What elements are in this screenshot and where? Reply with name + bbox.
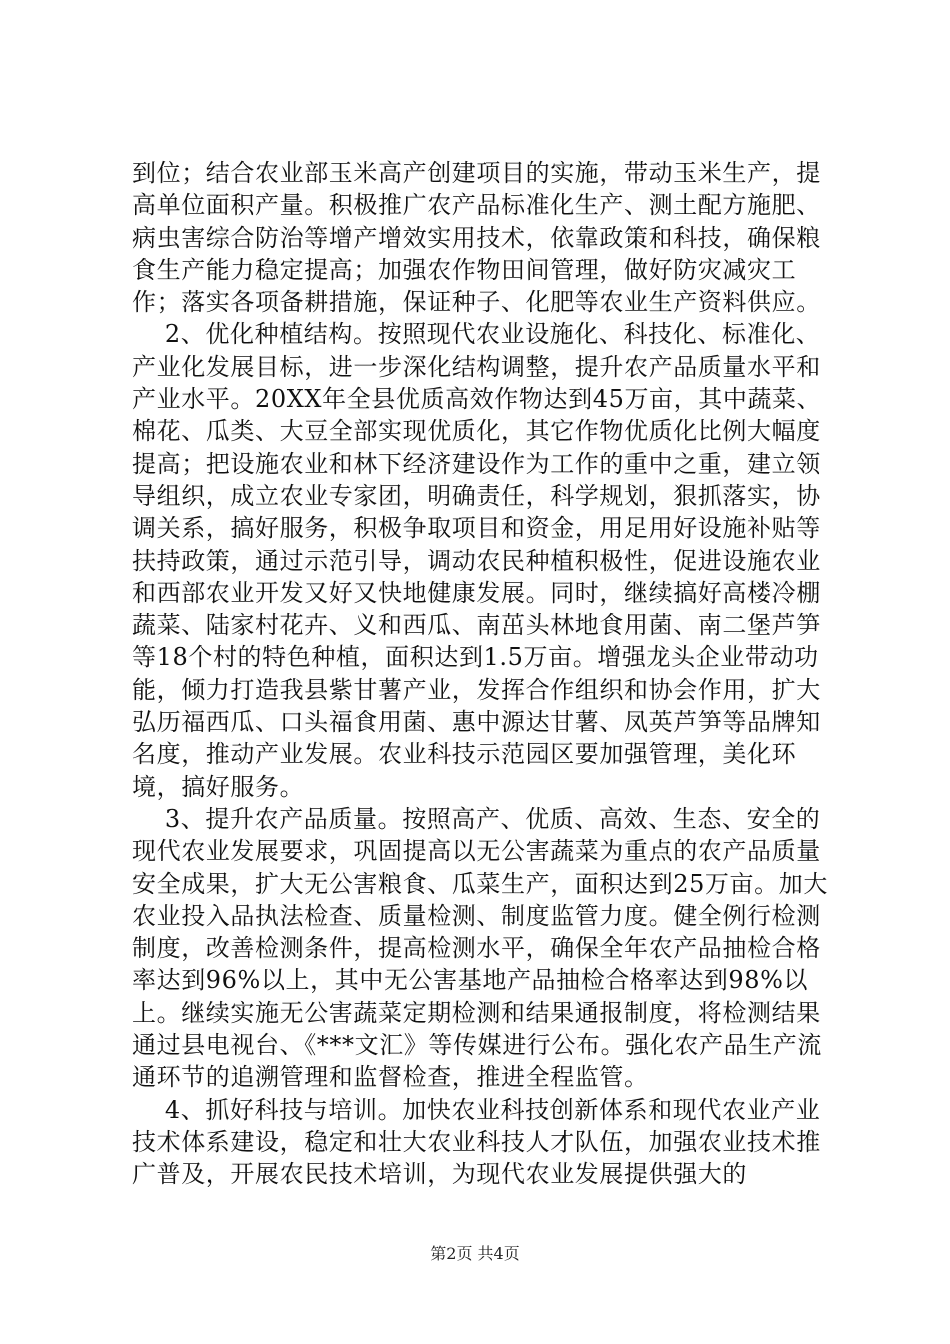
paragraph-continuation: 到位；结合农业部玉米高产创建项目的实施，带动玉米生产，提高单位面积产量。积极推广农产品标准化生产、测土配方施肥、病虫害综合防治等增产增效实用技术，依靠政策和科技，确保粮食生产能力稳定提高；加强农作物田间管理，做好防灾减灾工作；落实各项备耕措施，保证种子、化肥等农业生产资料供应。 bbox=[132, 159, 821, 317]
paragraph-tech-training: 4、抓好科技与培训。加快农业科技创新体系和现代农业产业技术体系建设，稳定和壮大农业科技人才队伍，加强农业技术推广普及，开展农民技术培训，为现代农业发展提供强大的 bbox=[132, 1095, 821, 1189]
page-footer: 第2页 共4页 bbox=[430, 1244, 520, 1263]
paragraph-planting-structure: 2、优化种植结构。按照现代农业设施化、科技化、标准化、产业化发展目标，进一步深化结构调整，提升农产品质量水平和产业水平。20XX年全县优质高效作物达到45万亩，其中蔬菜、棉花、瓜类、大豆全部实现优质化，其它作物优质化比例大幅度提高；把设施农业和林下经济建设作为工作的重中之重，建立领导组织，成立农业专家团，明确责任，科学规划，狠抓落实，协调关系，搞好服务，积极争取项目和资金，用足用好设施补贴等扶持政策，通过示范引导，调动农民种植积极性，促进设施农业和西部农业开发又好又快地健康发展。同时，继续搞好高楼冷棚蔬菜、陆家村花卉、义和西瓜、南茁头林地食用菌、南二堡芦笋等18个村的特色种植，面积达到1.5万亩。增强龙头企业带动功能，倾力打造我县紫甘薯产业，发挥合作组织和协会作用，扩大弘历福西瓜、口头福食用菌、惠中源达甘薯、凤英芦笋等品牌知名度，推动产业发展。农业科技示范园区要加强管理，美化环境，搞好服务。 bbox=[132, 320, 822, 801]
paragraph-product-quality: 3、提升农产品质量。按照高产、优质、高效、生态、安全的现代农业发展要求，巩固提高以无公害蔬菜为重点的农产品质量安全成果，扩大无公害粮食、瓜菜生产，面积达到25万亩。加大农业投入品执法检查、质量检测、制度监管力度。健全例行检测制度，改善检测条件，提高检测水平，确保全年农产品抽检合格率达到96%以上，其中无公害基地产品抽检合格率达到98%以上。继续实施无公害蔬菜定期检测和结果通报制度，将检测结果通过县电视台、《***文汇》等传媒进行公布。强化农产品生产流通环节的追溯管理和监督检查，推进全程监管。 bbox=[132, 804, 828, 1092]
body-text bbox=[132, 157, 832, 1191]
